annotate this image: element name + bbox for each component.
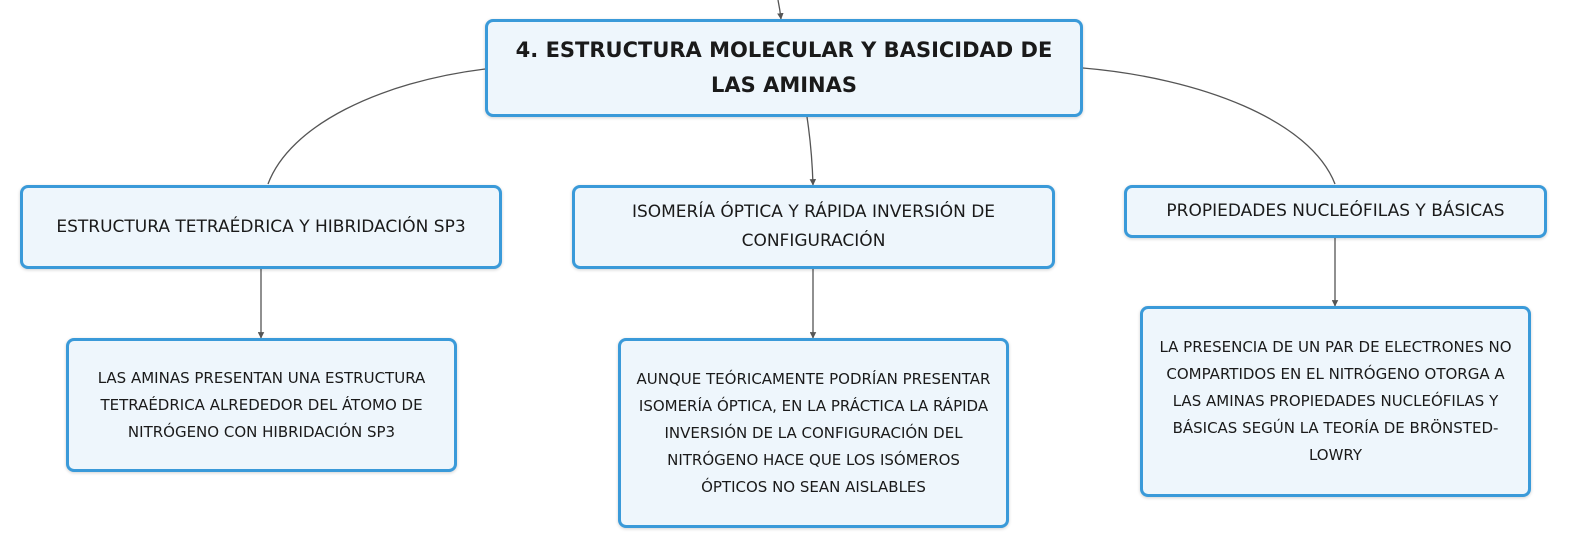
topic-node-isomerism[interactable] [572, 185, 1055, 269]
connector-from-parent [778, 0, 781, 19]
detail-text: AUNQUE TEÓRICAMENTE PODRÍAN PRESENTAR ISOMERÍA ÓPTICA, EN LA PRÁCTICA LA RÁPIDA INVERSIÓN DE LA CONFIGURACIÓN DEL NITRÓGENO HACE QUE LOS ISÓMEROS ÓPTICOS NO SEAN AISLABLES [636, 369, 991, 496]
detail-node-isomerism[interactable] [618, 338, 1009, 528]
topic-node-nucleophilic[interactable] [1124, 185, 1547, 238]
central-topic-title: 4. ESTRUCTURA MOLECULAR Y BASICIDAD DE LAS AMINAS [515, 38, 1053, 97]
central-topic-node[interactable] [485, 19, 1083, 117]
topic-label: ESTRUCTURA TETRAÉDRICA Y HIBRIDACIÓN SP3 [56, 216, 466, 237]
topic-label: PROPIEDADES NUCLEÓFILAS Y BÁSICAS [1166, 201, 1505, 221]
connector-root-to-branch-2 [807, 117, 813, 185]
detail-text: LAS AMINAS PRESENTAN UNA ESTRUCTURA TETRAÉDRICA ALREDEDOR DEL ÁTOMO DE NITRÓGENO CON HIBRIDACIÓN SP3 [97, 368, 426, 441]
detail-node-nucleophilic[interactable] [1140, 306, 1531, 497]
detail-node-tetrahedral[interactable] [66, 338, 457, 472]
topic-label: ISOMERÍA ÓPTICA Y RÁPIDA INVERSIÓN DE CONFIGURACIÓN [631, 202, 996, 251]
detail-text: LA PRESENCIA DE UN PAR DE ELECTRONES NO COMPARTIDOS EN EL NITRÓGENO OTORGA A LAS AMINAS PROPIEDADES NUCLEÓFILAS Y BÁSICAS SEGÚN LA TEORÍA DE BRÖNSTED-LOWRY [1159, 338, 1512, 464]
connector-root-to-branch-1 [268, 69, 485, 184]
connector-root-to-branch-3 [1083, 68, 1335, 184]
topic-node-tetrahedral[interactable] [20, 185, 502, 269]
